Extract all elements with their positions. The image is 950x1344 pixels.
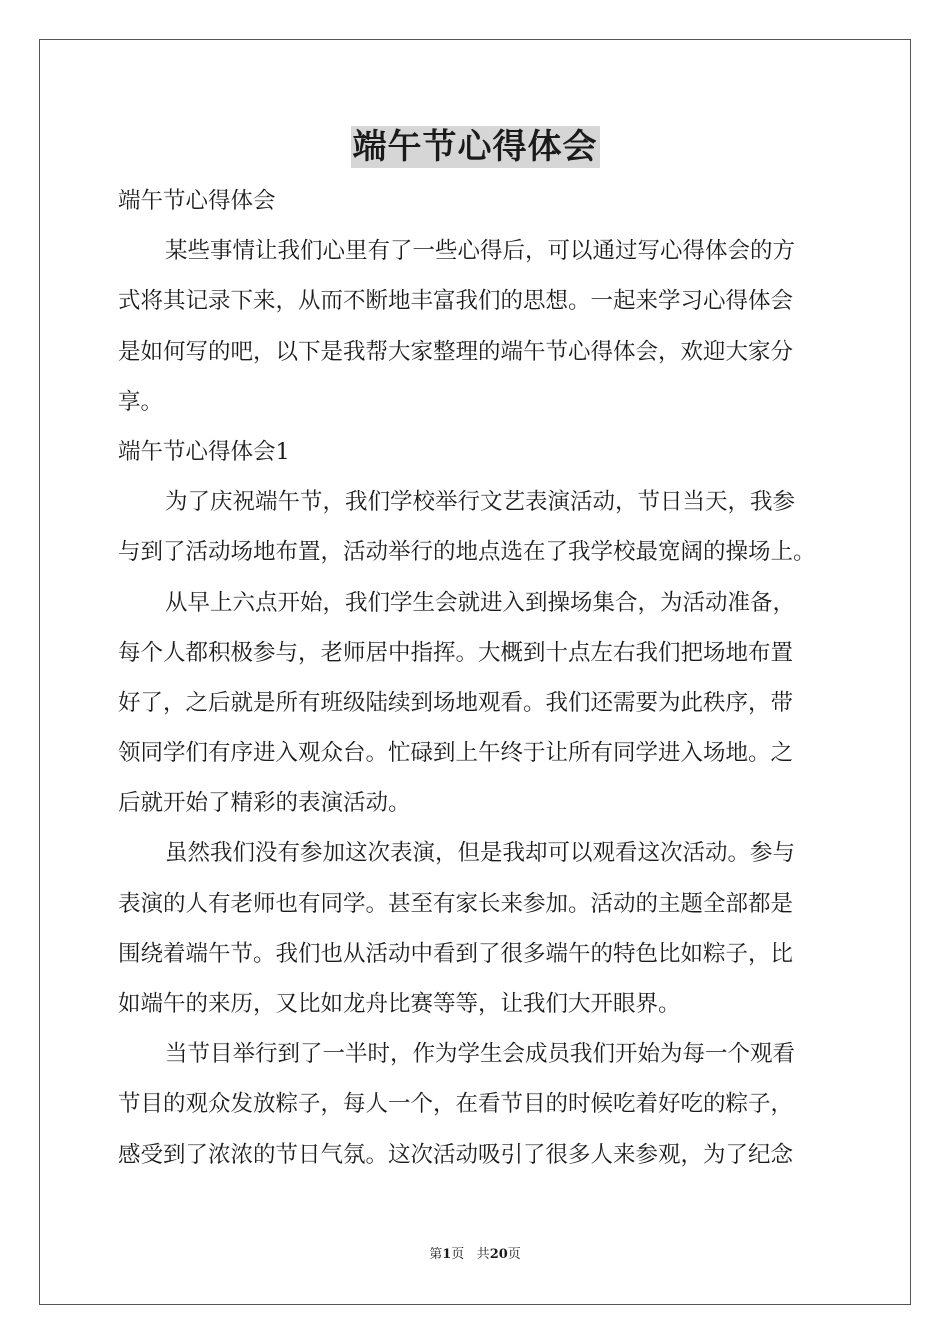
page-number-prefix: 第 — [429, 1247, 443, 1262]
paragraph-line: 感受到了浓浓的节日气氛。这次活动吸引了很多人来参观，为了纪念 — [118, 1141, 794, 1168]
paragraph-line: 某些事情让我们心里有了一些心得后，可以通过写心得体会的方 — [165, 238, 796, 265]
page-footer — [0, 1245, 950, 1265]
paragraph-line: 虽然我们没有参加这次表演，但是我却可以观看这次活动。参与 — [165, 840, 796, 867]
paragraph-line: 围绕着端午节。我们也从活动中看到了很多端午的特色比如粽子，比 — [118, 940, 794, 967]
paragraph-line: 当节目举行到了一半时，作为学生会成员我们开始为每一个观看 — [165, 1041, 796, 1068]
title-container — [0, 126, 950, 168]
paragraph-line: 是如何写的吧，以下是我帮大家整理的端午节心得体会，欢迎大家分 — [118, 338, 794, 365]
paragraph-line: 享。 — [118, 388, 164, 415]
paragraph-line: 后就开始了精彩的表演活动。 — [118, 790, 411, 817]
section-heading: 端午节心得体会 — [118, 188, 276, 214]
section-heading: 端午节心得体会1 — [118, 438, 290, 465]
paragraph-line: 好了，之后就是所有班级陆续到场地观看。我们还需要为此秩序，带 — [118, 689, 794, 716]
paragraph-line: 节目的观众发放粽子，每人一个，在看节目的时候吃着好吃的粽子， — [118, 1091, 794, 1118]
page-number-current: 1 — [442, 1247, 452, 1262]
paragraph-line: 为了庆祝端午节，我们学校举行文艺表演活动，节日当天，我参 — [165, 489, 796, 516]
paragraph-line: 领同学们有序进入观众台。忙碌到上午终于让所有同学进入场地。之 — [118, 740, 794, 767]
document-title: 端午节心得体会 — [352, 127, 598, 167]
paragraph-line: 表演的人有老师也有同学。甚至有家长来参加。活动的主题全部都是 — [118, 890, 794, 917]
paragraph-line: 式将其记录下来，从而不断地丰富我们的思想。一起来学习心得体会 — [118, 288, 794, 315]
paragraph-line: 与到了活动场地布置，活动举行的地点选在了我学校最宽阔的操场上。 — [118, 539, 816, 566]
paragraph-line: 从早上六点开始，我们学生会就进入到操场集合，为活动准备， — [165, 589, 796, 616]
page-number-unit: 页 — [451, 1247, 465, 1262]
paragraph-line: 每个人都积极参与，老师居中指挥。大概到十点左右我们把场地布置 — [118, 639, 794, 666]
page-total-prefix: 共 — [476, 1247, 490, 1262]
paragraph-line: 如端午的来历，又比如龙舟比赛等等，让我们大开眼界。 — [118, 991, 681, 1017]
document-body — [118, 176, 838, 1180]
page-total-count: 20 — [489, 1247, 508, 1262]
page-total-unit: 页 — [507, 1247, 521, 1262]
